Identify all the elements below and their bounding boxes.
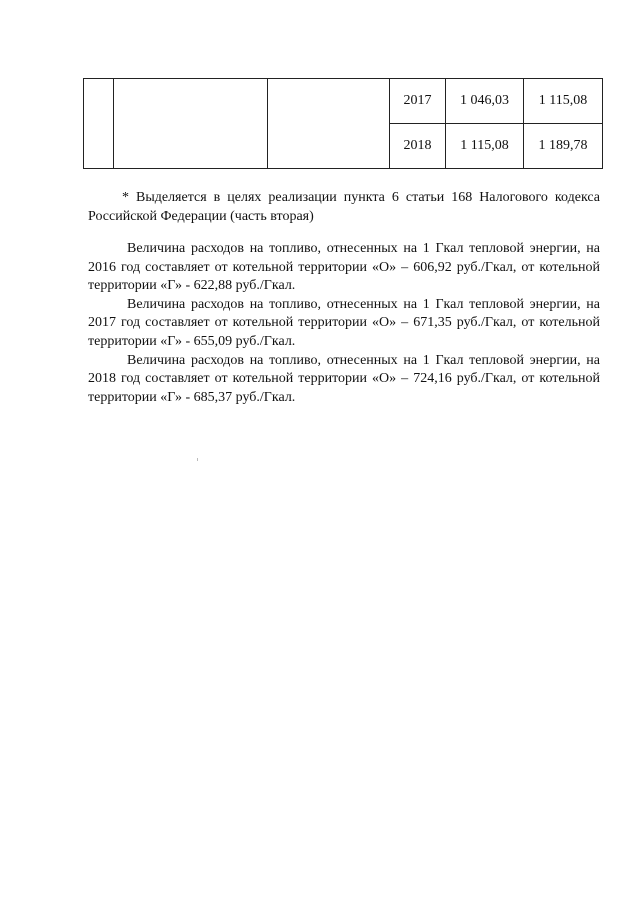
table-cell-empty — [268, 79, 390, 169]
table-cell-year: 2017 — [390, 79, 446, 124]
footnote-text: * Выделяется в целях реализации пункта 6 статьи 168 Налогового кодекса Российской Федерации (часть вторая) — [88, 190, 600, 224]
paragraph-fuel-cost-2017: Величина расходов на топливо, отнесенных на 1 Гкал тепловой энергии, на 2017 год составляет от котельной территории «О» – 671,35 руб./Гкал, от котельной территории «Г» - 655,09 руб./Гкал. — [88, 296, 600, 349]
tariff-table — [83, 78, 603, 169]
table-cell-empty — [114, 79, 268, 169]
table-cell-year: 2018 — [390, 124, 446, 169]
paragraph-fuel-cost-2018: Величина расходов на топливо, отнесенных на 1 Гкал тепловой энергии, на 2018 год составляет от котельной территории «О» – 724,16 руб./Гкал, от котельной территории «Г» - 685,37 руб./Гкал. — [88, 352, 600, 405]
footnote — [88, 188, 600, 226]
body-text — [88, 240, 600, 407]
paragraph-fuel-cost-2016: Величина расходов на топливо, отнесенных на 1 Гкал тепловой энергии, на 2016 год составляет от котельной территории «О» – 606,92 руб./Гкал, от котельной территории «Г» - 622,88 руб./Гкал. — [88, 241, 600, 294]
scan-speck — [197, 458, 198, 461]
table-cell-value: 1 115,08 — [446, 124, 524, 169]
table-cell-value: 1 115,08 — [524, 79, 603, 124]
table-cell-value: 1 046,03 — [446, 79, 524, 124]
table-row — [84, 79, 603, 124]
table-cell-empty — [84, 79, 114, 169]
table-cell-value: 1 189,78 — [524, 124, 603, 169]
